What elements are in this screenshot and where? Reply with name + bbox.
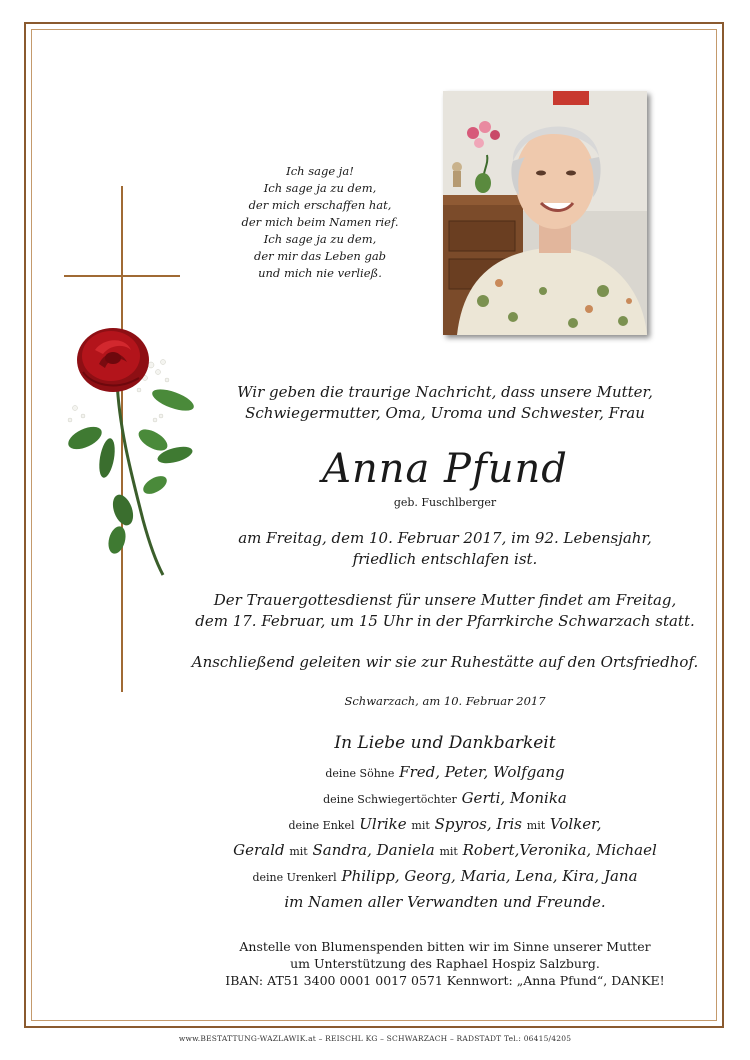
with-word: mit xyxy=(439,845,458,858)
with-word: mit xyxy=(411,819,430,832)
announcement-line: Schwiegermutter, Oma, Uroma und Schwester, Frau xyxy=(245,404,645,422)
sons-label: deine Söhne xyxy=(325,767,395,780)
service-line: dem 17. Februar, um 15 Uhr in der Pfarrkirche Schwarzach statt. xyxy=(195,612,695,630)
grandchild-name: Ulrike xyxy=(359,815,407,833)
partner-name: Sandra, xyxy=(312,841,372,859)
daughters-in-law-names: Gerti, Monika xyxy=(461,789,567,807)
sons-line xyxy=(180,760,710,786)
announcement xyxy=(180,382,710,424)
grandchildren-label: deine Enkel xyxy=(288,819,355,832)
poem-line: und mich nie verließ. xyxy=(258,266,382,280)
donation-request xyxy=(180,938,710,989)
closing-line: im Namen aller Verwandten und Freunde. xyxy=(284,893,606,911)
poem-line: der mir das Leben gab xyxy=(253,249,387,263)
mourners-heading: In Liebe und Dankbarkeit xyxy=(334,733,556,753)
announcement-line: Wir geben die traurige Nachricht, dass unsere Mutter, xyxy=(237,383,653,401)
cross-horizontal-beam xyxy=(64,275,180,277)
partner-name: Robert, xyxy=(462,841,520,859)
maiden-name: geb. Fuschlberger xyxy=(393,496,497,509)
great-grandchildren-label: deine Urenkerl xyxy=(252,871,337,884)
great-grandchildren-names: Philipp, Georg, Maria, Lena, Kira, Jana xyxy=(341,867,638,885)
donation-line: um Unterstützung des Raphael Hospiz Salzburg. xyxy=(290,956,600,971)
burial-info: Anschließend geleiten wir sie zur Ruhestätte auf den Ortsfriedhof. xyxy=(191,653,699,671)
funeral-home-footer: www.BESTATTUNG-WAZLAWIK.at – REISCHL KG – SCHWARZACH – RADSTADT Tel.: 06415/4205 xyxy=(178,1034,572,1043)
poem-line: Ich sage ja! xyxy=(286,164,354,178)
service-line: Der Trauergottesdienst für unsere Mutter findet am Freitag, xyxy=(213,591,677,609)
donation-line: IBAN: AT51 3400 0001 0017 0571 Kennwort: „Anna Pfund“, DANKE! xyxy=(225,973,665,988)
great-grandchildren-line xyxy=(180,864,710,890)
poem xyxy=(220,163,420,282)
daughters-in-law-line xyxy=(180,786,710,812)
poem-line: der mich erschaffen hat, xyxy=(248,198,392,212)
donation-line: Anstelle von Blumenspenden bitten wir im Sinne unserer Mutter xyxy=(239,939,651,954)
portrait-photo xyxy=(443,91,647,335)
with-word: mit xyxy=(289,845,308,858)
partner-name: Volker, xyxy=(549,815,602,833)
mourners-list xyxy=(180,760,710,890)
death-notice xyxy=(180,528,710,570)
daughters-in-law-label: deine Schwiegertöchter xyxy=(323,793,457,806)
grandchild-name: Gerald xyxy=(233,841,285,859)
grandchild-name: Iris xyxy=(496,815,522,833)
sons-names: Fred, Peter, Wolfgang xyxy=(399,763,565,781)
death-line: am Freitag, dem 10. Februar 2017, im 92. Lebensjahr, xyxy=(238,529,652,547)
partner-name: Spyros, xyxy=(434,815,492,833)
service-info xyxy=(180,590,710,632)
grandchild-name: Veronika, Michael xyxy=(519,841,657,859)
grandchildren-line-2 xyxy=(180,838,710,864)
poem-line: der mich beim Namen rief. xyxy=(241,215,399,229)
grandchild-name: Daniela xyxy=(376,841,435,859)
poem-line: Ich sage ja zu dem, xyxy=(263,232,377,246)
poem-line: Ich sage ja zu dem, xyxy=(263,181,377,195)
deceased-name: Anna Pfund xyxy=(322,446,568,492)
death-line: friedlich entschlafen ist. xyxy=(352,550,538,568)
with-word: mit xyxy=(526,819,546,832)
grandchildren-line xyxy=(180,812,710,838)
place-date: Schwarzach, am 10. Februar 2017 xyxy=(344,694,546,708)
